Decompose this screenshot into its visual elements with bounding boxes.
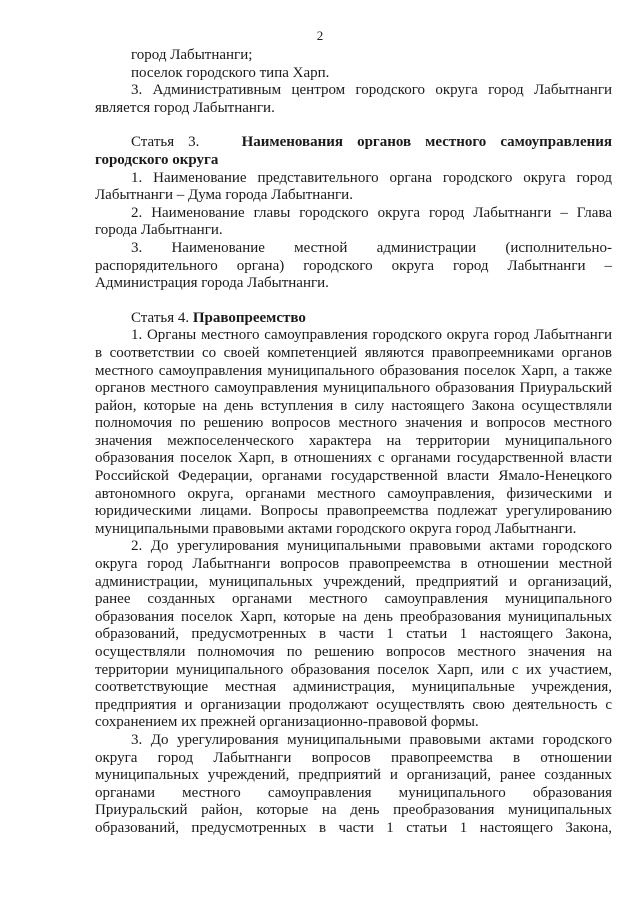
article3-label: Статья 3. — [131, 134, 200, 151]
article3-title: Наименования органов местного самоуправления городского округа — [95, 134, 612, 168]
document-body — [95, 47, 612, 838]
article4-item-3: 3. До урегулирования муниципальными правовыми актами городского округа город Лабытнанги вопросов правопреемства в отношении муниципальных учреждений, предприятий и организаций, ранее созданных органами местного самоуправления муниципального образования Приуральский район, которые на день преобразования муниципальных образований, предусмотренных в части 1 статьи 1 настоящего Закона, — [95, 731, 612, 836]
article4-item-2: 2. До урегулирования муниципальными правовыми актами городского округа город Лабытнанги вопросов правопреемства в отношении местной администрации, муниципальных учреждений, предприятий и организаций, ранее созданных органами местного самоуправления муниципального образования поселок Харп, которые на день преобразования муниципальных образований, предусмотренных в части 1 статьи 1 настоящего Закона, осуществляли полномочия по решению вопросов местного значения на территории муниципального образования поселок Харп, или с их участием, соответствующие местная администрация, муниципальные учреждения, предприятия и организации продолжают осуществлять свою деятельность с сохранением их прежней организационно-правовой формы. — [95, 538, 612, 731]
article2-point3: 3. Административным центром городского округа город Лабытнанги является город Лабытнанги. — [95, 82, 612, 116]
article3-item-1: 1. Наименование представительного органа городского округа город Лабытнанги – Дума города Лабытнанги. — [95, 169, 612, 204]
page-number: 2 — [316, 28, 324, 43]
article3-item-2: 2. Наименование главы городского округа город Лабытнанги – Глава города Лабытнанги. — [95, 204, 612, 239]
article3-item-3: 3. Наименование местной администрации (исполнительно-распорядительного органа) городского округа город Лабытнанги – Администрация города Лабытнанги. — [95, 239, 612, 292]
article4-item-1: 1. Органы местного самоуправления городского округа город Лабытнанги в соответствии со своей компетенцией являются правопреемниками органов местного самоуправления муниципального образования поселок Харп, а также органов местного самоуправления муниципального образования Приуральский район, которые на день вступления в силу настоящего Закона осуществляли полномочия по решению вопросов местного значения и вопросов местного значения межпоселенческого характера на территории муниципального образования поселок Харп, в отношениях с органами государственной власти Российской Федерации, органами государственной власти Ямало-Ненецкого автономного округа, органами местного самоуправления, физическими и юридическими лицами. Вопросы правопреемства подлежат урегулированию муниципальными правовыми актами городского округа город Лабытнанги. — [95, 327, 612, 537]
article3-heading — [95, 134, 612, 169]
intro-line-2: поселок городского типа Харп. — [131, 64, 330, 81]
article4-heading — [95, 310, 612, 328]
intro-line-1: город Лабытнанги; — [131, 47, 253, 63]
article4-title: Правопреемство — [192, 309, 306, 326]
article4-label: Статья 4. — [131, 309, 190, 326]
